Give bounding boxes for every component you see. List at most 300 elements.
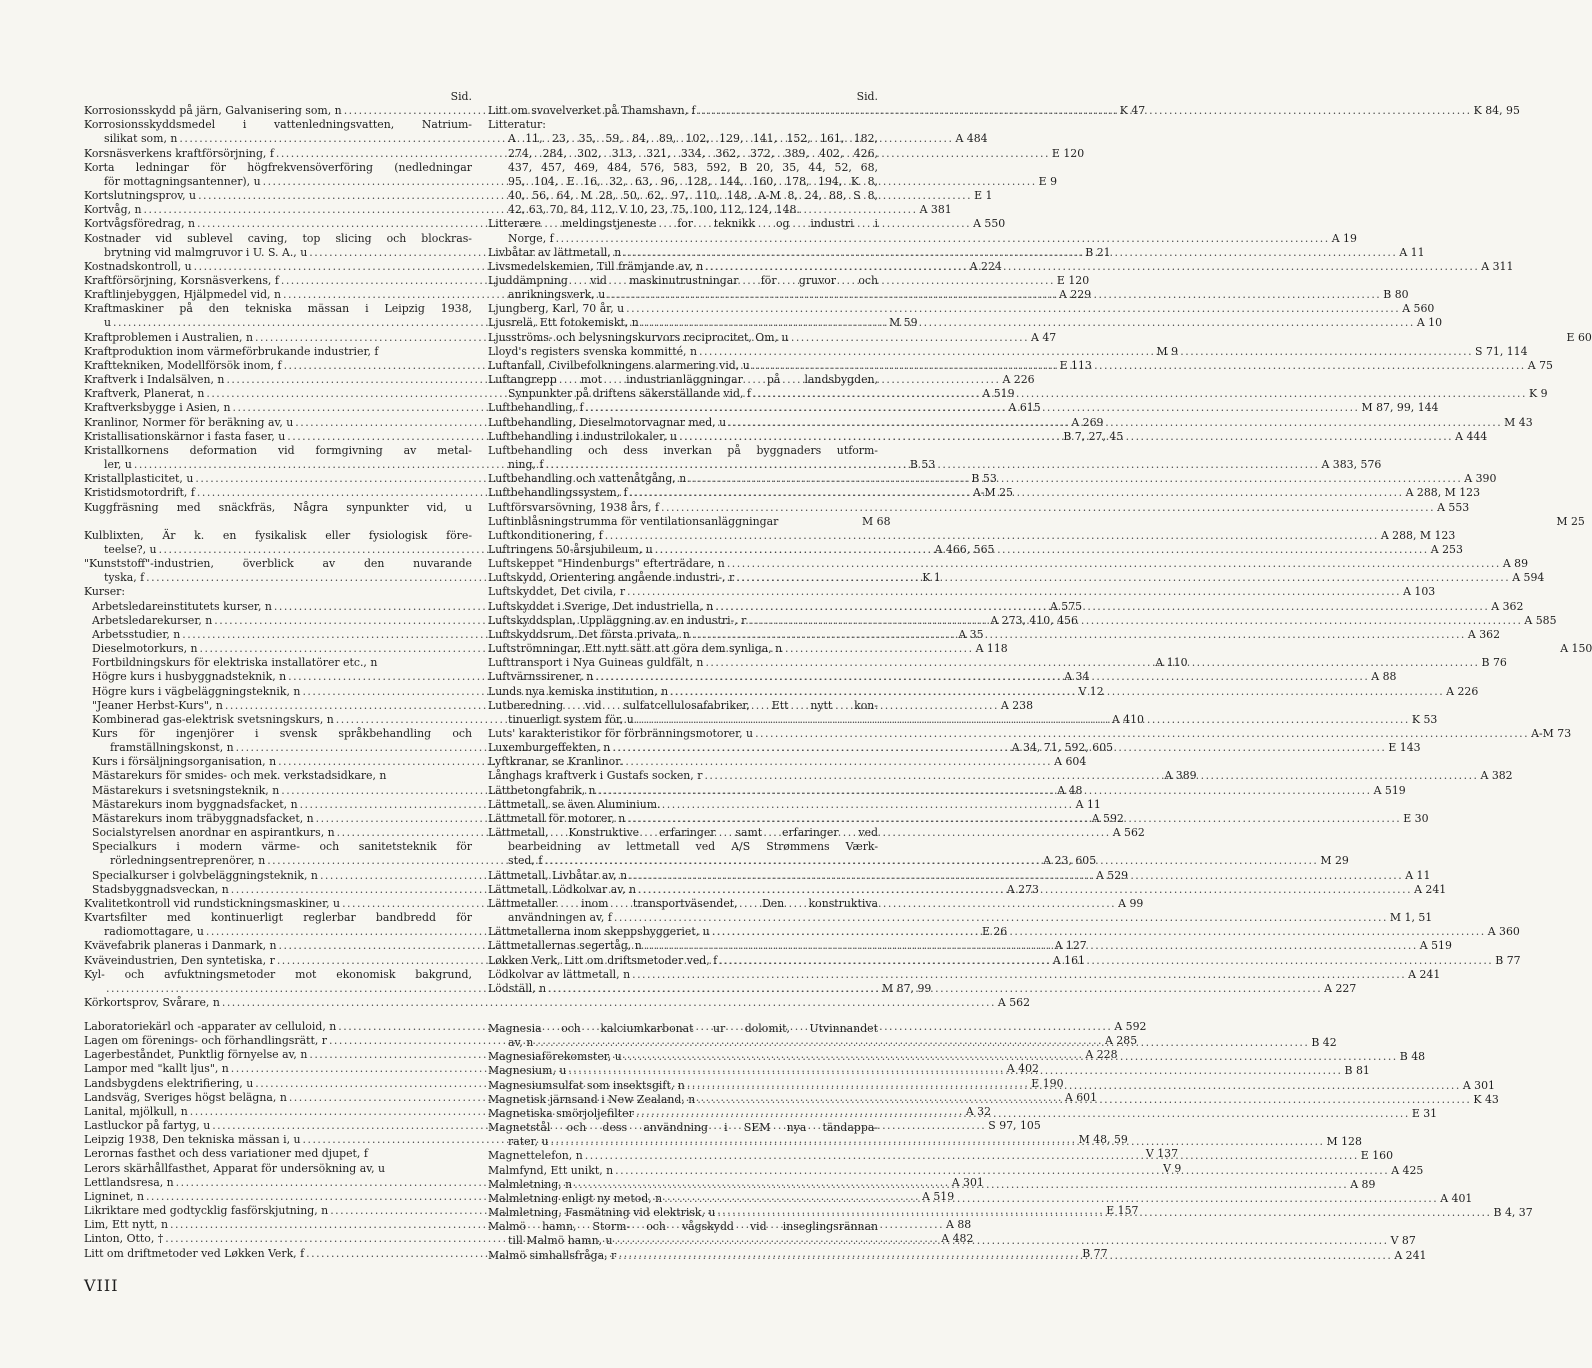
page-reference: K 1 — [922, 571, 941, 585]
leader-dots — [624, 1050, 1398, 1064]
leader-dots — [222, 996, 996, 1010]
entry-heading: Magnesiumsulfat som insektsgift, n — [488, 1078, 685, 1092]
page-reference: A 228 — [1085, 1048, 1118, 1062]
index-entry-line: Specialkurs i modern värme- och sanitetsteknik för — [92, 840, 472, 854]
entry-heading: Luftskyddsplan, Uppläggning av en industri-, r — [488, 613, 747, 627]
page-reference: E 113 — [1059, 358, 1092, 372]
leader-dots — [697, 1090, 1471, 1107]
entry-heading: Kortslutningsprov, u — [84, 189, 197, 203]
page-reference: A 288, M 123 — [1405, 486, 1481, 500]
page-reference: A 34, 71, 592, 605 — [1011, 741, 1114, 755]
index-entry-line: "Kunststoff"-industrien, överblick av den nuvarande — [84, 557, 472, 571]
page-reference: A 253 — [1430, 542, 1463, 556]
entry-heading: Ljungberg, Karl, 70 år, u — [488, 302, 625, 316]
page-reference: E 120 — [1051, 146, 1085, 160]
leader-dots — [585, 401, 1359, 415]
entry-heading: Livbåtar av lättmetall, n — [488, 245, 622, 259]
entry-heading: Lättmetall, Lödkolvar av, n — [488, 882, 637, 896]
entry-heading: Magnetisk järnsand i New Zealand, n — [488, 1092, 696, 1106]
entry-heading: Kvävefabrik planeras i Danmark, n — [84, 939, 277, 953]
page-reference: B 77 — [1495, 953, 1521, 967]
entry-heading: Malmletning, Fasmätning vid elektrisk, u — [488, 1206, 716, 1220]
leader-dots — [705, 260, 1479, 274]
leader-dots — [638, 883, 1412, 897]
page-reference: A 285 — [1105, 1034, 1138, 1048]
entry-heading: Kraftproblemen i Australien, n — [84, 330, 253, 344]
entry-heading: Luftbehandling, f — [488, 401, 584, 415]
entry-heading: framställningskonst, n — [110, 741, 234, 755]
entry-heading: Lanital, mjölkull, n — [84, 1104, 188, 1118]
leader-dots — [692, 628, 1466, 642]
entry-heading: Luxemburgeffekten, n — [488, 741, 611, 755]
page-reference: A 226 — [1446, 684, 1479, 698]
leader-dots — [736, 571, 1510, 585]
entry-heading: Magnetiska smörjoljefilter — [488, 1106, 634, 1120]
index-entry-line: Kyl- och avfuktningsmetoder mot ekonomisk bakgrund, — [84, 967, 472, 981]
leader-dots — [661, 501, 1435, 515]
index-entry-line: 274, 284, 302, 313, 321, 334, 362, 372, 389, 402, 426, — [508, 146, 878, 160]
entry-heading: anrikningsverk, u — [508, 288, 606, 302]
page-reference: A 103 — [1403, 585, 1436, 599]
index-entry-line: Magnesia och kalciumkarbonat ur dolomit, Utvinnandet — [488, 1022, 878, 1035]
index-entry — [488, 727, 1572, 741]
entry-heading: Litt om driftmetoder ved Løkken Verk, f — [84, 1246, 305, 1260]
page-reference: A 11 — [1399, 245, 1425, 259]
entry-heading: Lerornas fasthet och dess variationer med djupet, f — [84, 1147, 368, 1161]
page-reference: A 601 — [1064, 1090, 1098, 1104]
page-reference: A 23, 605 — [1043, 854, 1097, 868]
entry-heading: Arbetsledareinstitutets kurser, n — [92, 599, 272, 613]
page-reference: A 410 — [1111, 712, 1144, 726]
leader-dots — [626, 302, 1400, 316]
entry-heading: Kraftverk i Indalsälven, n — [84, 373, 225, 387]
page-reference: A 575 — [1049, 599, 1083, 613]
index-entry — [488, 585, 1436, 599]
leader-dots — [615, 1161, 1389, 1178]
entry-heading: Kombinerad gas-elektrisk svetsningskurs, n — [92, 712, 334, 726]
page-reference: A 444 — [1455, 429, 1488, 443]
leader-dots — [629, 869, 1403, 883]
index-entry-line: Ljuddämpning vid maskinutrustningar för gruvor och — [488, 274, 878, 288]
page-reference: A 10 — [1416, 316, 1443, 330]
leader-dots — [627, 812, 1401, 826]
entry-heading: Kristidsmotordrift, f — [84, 486, 195, 500]
entry-heading: ler, u — [104, 458, 132, 472]
page-reference: A 161 — [1052, 953, 1085, 967]
entry-heading: Lloyd's registers svenska kommitté, n — [488, 344, 697, 358]
index-entry-line: Lyftkranar, se Kranlinor. — [488, 755, 623, 769]
entry-heading: Litt om svovelverket på Thamshavn, f — [488, 104, 696, 118]
page-reference: A 484 — [955, 132, 988, 146]
entry-heading: Løkken Verk, Litt om driftsmetoder ved, f — [488, 953, 718, 967]
page-reference: A 562 — [997, 995, 1031, 1009]
page-reference: K 9 — [1528, 387, 1548, 401]
leader-dots — [719, 954, 1493, 968]
leader-dots — [618, 1246, 1392, 1263]
index-entry — [488, 557, 1529, 571]
page-reference: A 34 — [1064, 670, 1090, 684]
page-reference: M 68 — [862, 514, 891, 528]
leader-dots — [644, 939, 1418, 953]
page-reference: K 47 — [1119, 104, 1146, 118]
page-reference: A 519 — [1373, 783, 1406, 797]
page-reference: A 48 — [1057, 783, 1083, 797]
index-entry — [84, 995, 1031, 1010]
entry-heading: Luftanfall, Civilbefolkningens alarmering vid, u — [488, 358, 750, 372]
leader-dots — [548, 982, 1322, 996]
entry-heading: Lettlandsresa, n — [84, 1175, 174, 1189]
entry-heading: Stadsbyggnadsveckan, n — [92, 882, 229, 896]
page-reference: A 11 — [1075, 797, 1101, 811]
entry-heading: Synpunkter på driftens säkerställande vid, f — [508, 387, 751, 401]
index-entry-line: Litterære meldingstjeneste for teknikk og industri i — [488, 217, 878, 231]
page-reference: A 425 — [1391, 1163, 1424, 1177]
entry-heading: Lunds nya kemiska institution, n — [488, 684, 669, 698]
page-reference: A 560 — [1402, 302, 1435, 316]
page-reference: M 48, 59 — [1078, 1133, 1128, 1147]
entry-heading: Socialstyrelsen anordnar en aspirantkurs, n — [92, 826, 335, 840]
entry-heading: Luftskeppet "Hindenburgs" efterträdare, n — [488, 557, 725, 571]
page-reference: A 273, 410, 456 — [990, 613, 1078, 627]
page-reference: A 238 — [1000, 698, 1034, 712]
page-reference: A 401 — [1440, 1191, 1473, 1205]
entry-heading: Kostnadskontroll, u — [84, 259, 192, 273]
entry-heading: Laboratoriekärl och -apparater av celluloid, n — [84, 1020, 337, 1033]
index-entry-line: Kurs för ingenjörer i svensk språkbehandling och — [92, 727, 472, 741]
index-entry-line: Kulblixten, Är k. en fysikalisk eller fysiologisk före- — [84, 528, 472, 542]
entry-heading: Lättmetall för motorer, n — [488, 811, 626, 825]
index-entry — [488, 967, 1441, 982]
page-reference: A 402 — [1006, 1062, 1039, 1076]
page-reference: A 229 — [1059, 288, 1092, 302]
page-reference: M 87, 99 — [882, 981, 932, 995]
page-reference: A 466, 565 — [934, 542, 995, 556]
entry-heading: Livsmedelskemien, Till främjande av, n — [488, 259, 704, 273]
entry-heading: Lagerbeståndet, Punktlig förnyelse av, n — [84, 1048, 308, 1062]
entry-heading: rater, u — [508, 1135, 549, 1149]
page-reference: E 1 — [974, 189, 993, 203]
entry-heading: Norge, f — [508, 231, 554, 245]
leader-dots — [670, 685, 1444, 699]
entry-heading: Malmfynd, Ett unikt, n — [488, 1163, 614, 1177]
leader-dots — [664, 1189, 1438, 1206]
entry-heading: Likriktare med godtycklig fasförskjutning, n — [84, 1204, 329, 1218]
leader-dots — [585, 1149, 1359, 1163]
leader-dots — [655, 543, 1429, 557]
page-reference: A 519 — [1419, 939, 1452, 953]
page-reference: A 89 — [1350, 1177, 1376, 1191]
entry-heading: ning, f — [508, 458, 544, 472]
entry-heading: Luftbehandling, Dieselmotorvagnar med, u — [488, 415, 727, 429]
page-reference: A 150 — [1560, 642, 1592, 656]
entry-heading: Malmletning, n — [488, 1177, 573, 1191]
page-reference: A 362 — [1491, 599, 1524, 613]
entry-heading: tinuerligt system för, u — [508, 712, 634, 726]
entry-heading: Ljusströms- och belysningskurvors reciprocitet, Om, u — [488, 330, 789, 344]
entry-heading: Kraftförsörjning, Korsnäsverkens, f — [84, 274, 279, 288]
index-entry-line: Litteratur: — [488, 118, 546, 132]
page-reference: A 301 — [1462, 1078, 1495, 1092]
page-reference: V 87 — [1390, 1234, 1416, 1248]
page-reference: A 127 — [1054, 939, 1087, 953]
entry-heading: Lim, Ett nytt, n — [84, 1218, 168, 1232]
leader-dots — [568, 1064, 1342, 1078]
entry-heading: Arbetsstudier, n — [92, 627, 181, 641]
page-reference: K 84, 95 — [1473, 104, 1520, 118]
index-entry — [488, 514, 1585, 529]
page-reference: M 1, 51 — [1389, 911, 1433, 925]
entry-heading: Lufttransport i Nya Guineas guldfält, n — [488, 656, 704, 670]
page-reference: B 21 — [1085, 245, 1111, 259]
entry-heading: Mästarekurs i svetsningsteknik, n — [92, 783, 280, 797]
leader-dots — [556, 232, 1330, 246]
index-entry-line: Kuggfräsning med snäckfräs, Några synpunkter vid, u — [84, 500, 472, 514]
page-reference: A 32 — [965, 1104, 991, 1118]
page-reference: B 7, 27, 45 — [1063, 429, 1124, 443]
entry-heading: silikat som, n — [104, 132, 178, 146]
entry-heading: brytning vid malmgruvor i U. S. A., u — [104, 245, 308, 259]
entry-heading: Mästarekurs inom träbyggnadsfacket, n — [92, 811, 314, 825]
index-entry-line: Korrosionsskyddsmedel i vattenledningsvatten, Natrium- — [84, 118, 472, 132]
entry-heading: Luts' karakteristikor för förbränningsmotorer, u — [488, 727, 754, 741]
leader-dots — [612, 741, 1386, 755]
entry-heading: Kraftverksbygge i Asien, n — [84, 401, 231, 415]
index-entry-line: Kristallkornens deformation vid formgivning av metal- — [84, 443, 472, 457]
leader-dots — [535, 1036, 1309, 1050]
leader-dots — [605, 529, 1379, 543]
entry-heading: för mottagningsantenner), u — [104, 174, 261, 188]
page-reference: A 550 — [973, 217, 1006, 231]
leader-dots — [688, 472, 1462, 486]
page-reference: E 60 — [1566, 330, 1592, 344]
leader-dots — [614, 911, 1388, 925]
entry-heading: Korrosionsskydd på järn, Galvanisering som, n — [84, 104, 342, 118]
entry-heading: Luftinblåsningstrumma för ventilationsanläggningar — [488, 514, 779, 528]
page-reference: E 157 — [1106, 1204, 1139, 1218]
page-reference: V 137 — [1145, 1147, 1179, 1161]
entry-heading: Lampor med "kallt ljus", n — [84, 1062, 229, 1076]
page-reference: B 53 — [909, 458, 936, 472]
page-reference: E 160 — [1360, 1149, 1393, 1163]
entry-heading: Luftströmningar, Ett nytt sätt att göra dem synliga, n — [488, 642, 783, 656]
page-reference: M 59 — [889, 316, 918, 330]
page-reference: E 120 — [1056, 274, 1090, 288]
entry-heading: Arbetsledarekurser, n — [92, 613, 213, 627]
leader-dots — [607, 288, 1381, 302]
entry-heading: Magnesiaförekomster, u — [488, 1050, 622, 1064]
entry-heading: Lättmetallernas segertåg, n — [488, 939, 642, 953]
leader-dots — [544, 854, 1318, 868]
page-reference: A 529 — [1095, 868, 1129, 882]
page-reference: A 89 — [1502, 557, 1529, 571]
entry-heading: Kraftverk, Planerat, n — [84, 387, 205, 401]
entry-heading: av, n — [508, 1036, 534, 1050]
page-reference: A 88 — [946, 1218, 972, 1232]
page-reference: A 88 — [1371, 670, 1397, 684]
page-reference: A 382 — [1480, 769, 1513, 783]
page-reference: A 360 — [1487, 925, 1520, 939]
index-entry — [488, 500, 1470, 515]
page-reference: A 118 — [975, 642, 1008, 656]
leader-dots — [623, 246, 1397, 260]
page-reference: M 128 — [1326, 1135, 1362, 1149]
page-reference: B 4, 37 — [1493, 1206, 1533, 1220]
entry-heading: Kurs i försäljningsorganisation, n — [92, 755, 277, 769]
index-entry-line: Korta ledningar för högfrekvensöverföring (nedledningar — [84, 160, 472, 174]
entry-heading: Luftvärnssirener, n — [488, 670, 594, 684]
page-reference: A 273 — [1006, 882, 1039, 896]
page-reference: S 71, 114 — [1475, 344, 1528, 358]
leader-dots — [545, 458, 1319, 472]
leader-dots — [687, 1076, 1461, 1093]
leader-dots — [715, 600, 1489, 614]
page-reference: B 48 — [1399, 1050, 1426, 1064]
page-reference: A 227 — [1324, 981, 1357, 995]
page-reference: A 482 — [941, 1232, 974, 1246]
leader-dots — [595, 670, 1369, 684]
entry-heading: Magnettelefon, n — [488, 1149, 583, 1163]
leader-dots — [755, 727, 1529, 741]
entry-heading: Lättmetall, Livbåtar av, n — [488, 868, 628, 882]
page-number: VIII — [84, 1276, 119, 1295]
leader-dots — [705, 656, 1479, 670]
page-reference: A 519 — [922, 1189, 955, 1203]
entry-heading: Fortbildningskurs för elektriska installatörer etc., n — [92, 656, 378, 670]
page-reference: A 224 — [969, 259, 1002, 273]
entry-heading: Landsbygdens elektrifiering, u — [84, 1076, 254, 1090]
page-reference: A 389 — [1164, 769, 1197, 783]
leader-dots — [636, 713, 1410, 727]
entry-heading: Leipzig 1938, Den tekniska mässan i, u — [84, 1133, 301, 1147]
entry-heading: Kortvågsföredrag, n — [84, 217, 196, 231]
page-reference: A 35 — [958, 627, 984, 641]
page-reference: A-M 73 — [1531, 727, 1572, 741]
entry-heading: Luftskyddet i Sverige, Det industriella, n — [488, 599, 714, 613]
page-reference: A 19 — [1331, 231, 1357, 245]
index-entry — [488, 528, 1456, 543]
leader-dots — [598, 784, 1372, 798]
page-reference: A 381 — [919, 203, 952, 217]
index-entry-line: Luftbehandling och dess inverkan på byggnaders utform- — [488, 443, 878, 457]
page-reference: A 301 — [951, 1175, 984, 1189]
entry-heading: till Malmö hamn, u — [508, 1234, 613, 1248]
page-reference: A 592 — [1114, 1020, 1147, 1033]
page-reference: A-M 25 — [972, 486, 1013, 500]
page-reference: A 592 — [1091, 811, 1124, 825]
entry-heading: Luftskyddet, Det civila, r — [488, 585, 626, 599]
leader-dots — [627, 585, 1401, 599]
page-reference: M 43 — [1504, 415, 1533, 429]
leader-dots — [550, 1135, 1324, 1149]
page-reference: A 383, 576 — [1321, 458, 1382, 472]
entry-heading: sted, f — [508, 854, 543, 868]
entry-heading: Körkortsprov, Svårare, n — [84, 995, 220, 1009]
entry-heading: rörledningsentreprenörer, n — [110, 854, 266, 868]
page-reference: A 604 — [1054, 755, 1087, 769]
page-reference: A 241 — [1408, 967, 1441, 981]
page-reference: A 75 — [1527, 358, 1553, 372]
leader-dots — [636, 1104, 1410, 1121]
page-reference: B 80 — [1383, 288, 1409, 302]
page-reference: B 81 — [1344, 1064, 1370, 1078]
page-reference: A 519 — [982, 387, 1015, 401]
leader-dots — [752, 359, 1526, 373]
entry-heading: Specialkurser i golvbeläggningsteknik, n — [92, 868, 318, 882]
page-reference: A 390 — [1464, 472, 1497, 486]
page-reference: A 585 — [1524, 613, 1557, 627]
page-reference: A 562 — [1112, 826, 1145, 840]
leader-dots — [727, 557, 1501, 571]
index-entry-line: Kraftmaskiner på den tekniska mässan i Leipzig 1938, — [84, 302, 472, 316]
index-entry-line: Luftangrepp mot industrianläggningar på landsbygden, — [488, 373, 878, 387]
page-reference: A 99 — [1118, 896, 1144, 910]
leader-dots — [704, 769, 1478, 783]
page-reference: K 43 — [1473, 1092, 1499, 1106]
entry-heading: Kraftlinjebyggen, Hjälpmedel vid, n — [84, 288, 281, 302]
entry-heading: tyska, f — [104, 571, 145, 585]
entry-heading: Linton, Otto, † — [84, 1232, 164, 1246]
page-reference: M 25 — [1556, 514, 1585, 528]
leader-dots — [641, 316, 1415, 330]
index-entry-line: 437, 457, 469, 484, 576, 583, 592, B 20, 35, 44, 52, 68, — [508, 160, 878, 174]
entry-heading: Mästarekurs inom byggnadsfacket, n — [92, 797, 298, 811]
leader-dots — [632, 968, 1406, 982]
index-entry-line: Lättmetall, se även Aluminium. — [488, 797, 661, 811]
entry-heading: Kortvåg, n — [84, 203, 142, 217]
entry-heading: Luftbehandling och vattenåtgång, n — [488, 472, 687, 486]
page-reference: S 97, 105 — [988, 1119, 1041, 1133]
entry-heading: Luftkonditionering, f — [488, 528, 603, 542]
page-reference: M 29 — [1320, 854, 1349, 868]
page-reference: B 53 — [971, 472, 997, 486]
entry-heading: Dieselmotorkurs, n — [92, 642, 198, 656]
page-reference: V 9 — [1163, 1161, 1182, 1175]
page-reference: V 12 — [1078, 684, 1104, 698]
entry-heading: Luftförsvarsövning, 1938 års, f — [488, 500, 660, 514]
leader-dots — [698, 104, 1472, 118]
entry-heading: Lättmetallerna inom skeppsbyggeriet, u — [488, 925, 710, 939]
index-entry — [488, 231, 1357, 246]
page-reference: B 76 — [1481, 656, 1507, 670]
page-reference: A 11 — [1405, 868, 1431, 882]
page-reference: E 143 — [1388, 741, 1421, 755]
index-entry-line: 95, 104, E 16, 32, 63, 96, 128, 144, 160, 178, 194, K 8, — [508, 174, 878, 188]
entry-heading: Mästarekurs för smides- och mek. verkstadsidkare, n — [92, 769, 387, 783]
entry-heading: Kraftproduktion inom värmeförbrukande industrier, f — [84, 344, 379, 358]
leader-dots — [712, 925, 1486, 939]
entry-heading: Ligninet, n — [84, 1189, 144, 1203]
page-reference: E 30 — [1403, 811, 1429, 825]
index-entry-line: Kostnader vid sublevel caving, top slicing och blockras- — [84, 231, 472, 245]
entry-heading: Lagen om förenings- och förhandlingsrätt, r — [84, 1034, 327, 1048]
entry-heading: teelse?, u — [104, 542, 157, 556]
page-reference: A 110 — [1155, 656, 1188, 670]
page-reference: A 269 — [1071, 415, 1104, 429]
index-entry — [488, 911, 1433, 925]
entry-heading: Lättbetongfabrik, n — [488, 783, 596, 797]
entry-heading: Kristallisationskärnor i fasta faser, u — [84, 429, 286, 443]
entry-heading: u — [104, 316, 112, 330]
entry-heading: Magnesium, u — [488, 1064, 567, 1078]
index-entry-line: Magnetstål och dess användning i SEM nya tändappa- — [488, 1121, 878, 1135]
entry-heading: Luftbehandlingssystem, f — [488, 486, 628, 500]
page-reference: A 241 — [1394, 1248, 1427, 1262]
entry-heading: Malmletning enligt ny metod, n — [488, 1191, 663, 1205]
page-reference: B 42 — [1311, 1036, 1337, 1050]
entry-heading: Kranlinor, Normer för beräkning av, u — [84, 415, 294, 429]
page-reference: A 311 — [1481, 259, 1514, 273]
entry-heading: Luftringens 50-årsjubileum, u — [488, 542, 653, 556]
